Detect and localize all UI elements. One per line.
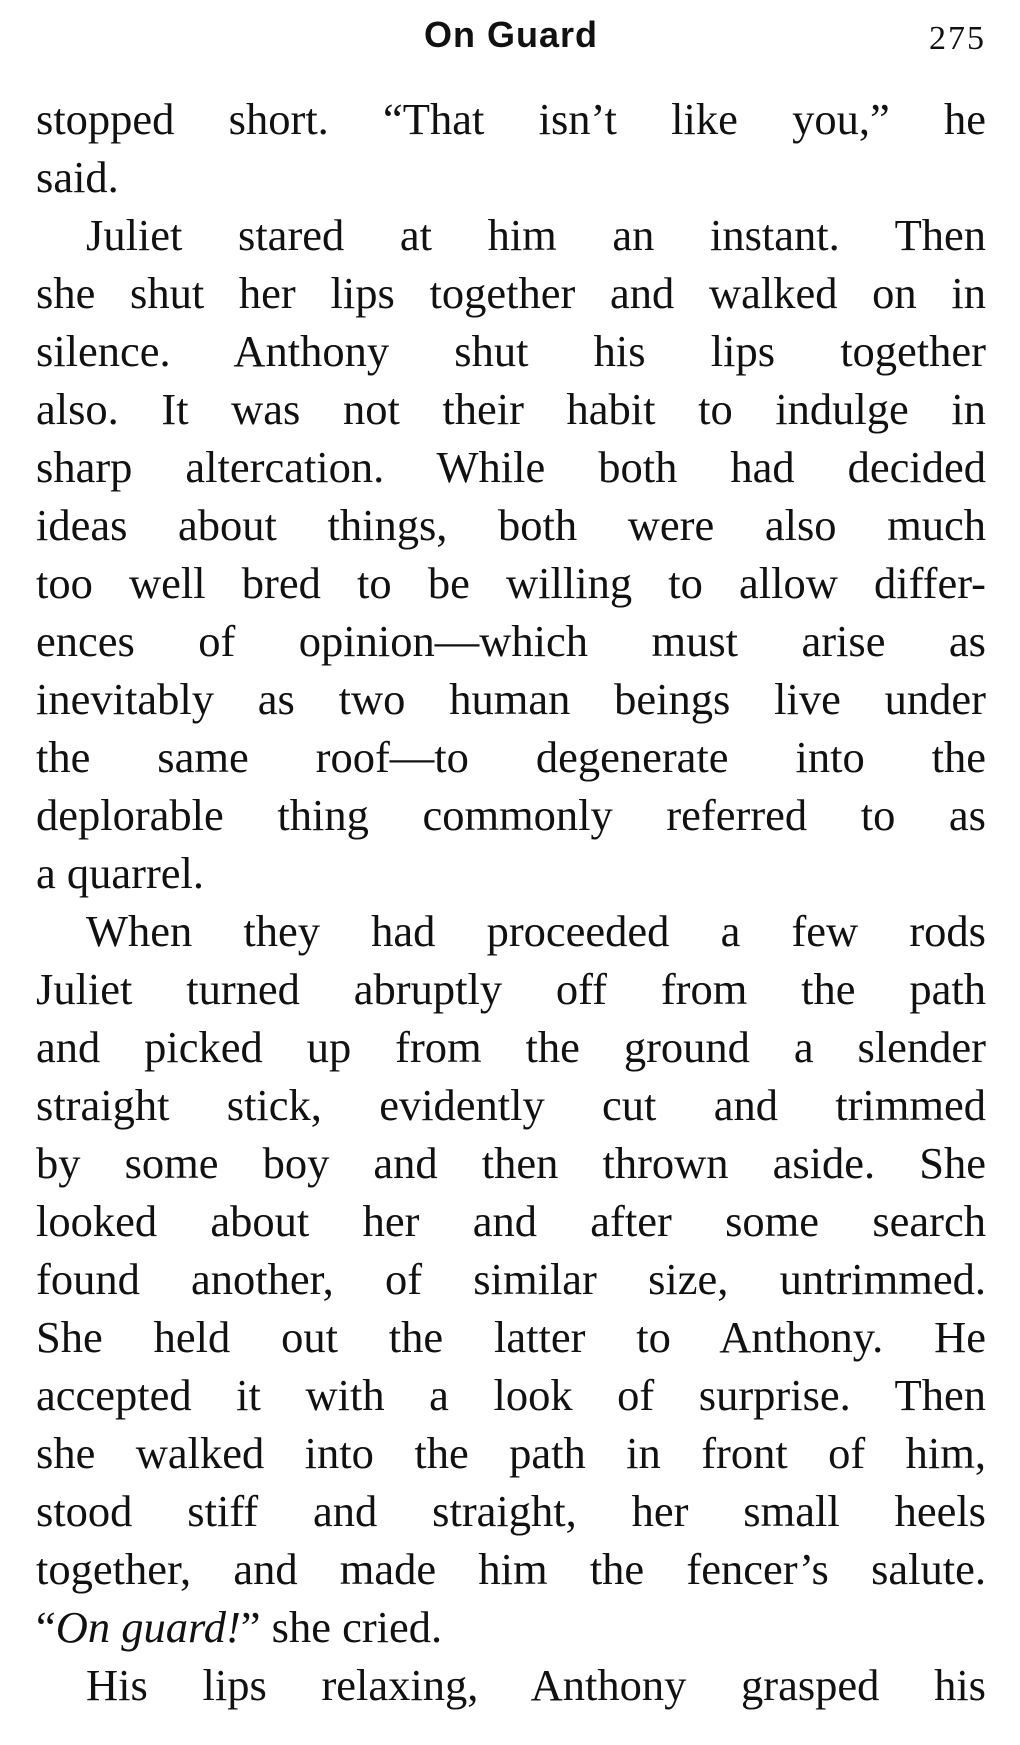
text-line: She held out the latter to Anthony. He: [36, 1312, 986, 1362]
text-line: also. It was not their habit to indulge in: [36, 384, 986, 434]
text-line: deplorable thing commonly referred to as: [36, 790, 986, 840]
text-line: His lips relaxing, Anthony grasped his: [86, 1660, 986, 1710]
text-line: ences of opinion—which must arise as: [36, 616, 986, 666]
text-line: straight stick, evidently cut and trimmed: [36, 1080, 986, 1130]
text-line: accepted it with a look of surprise. Then: [36, 1370, 986, 1420]
paragraph-2: [36, 206, 986, 902]
text-line-closing: [36, 1598, 986, 1656]
text-line: by some boy and then thrown aside. She: [36, 1138, 986, 1188]
page-number: 275: [929, 20, 986, 57]
text-line: too well bred to be willing to allow differ-: [36, 558, 986, 608]
text-line: stopped short. “That isn’t like you,” he: [36, 94, 986, 144]
text-line: she shut her lips together and walked on in: [36, 268, 986, 318]
text-line: said.: [36, 152, 119, 202]
text-line: silence. Anthony shut his lips together: [36, 326, 986, 376]
text-line: Juliet stared at him an instant. Then: [86, 210, 986, 260]
text-line: looked about her and after some search: [36, 1196, 986, 1246]
body-text: [36, 90, 986, 1714]
text-line: Juliet turned abruptly off from the path: [36, 964, 986, 1014]
text-line: inevitably as two human beings live under: [36, 674, 986, 724]
running-title: On Guard: [423, 14, 598, 55]
closing-rest: ” she cried.: [240, 1602, 443, 1652]
text-line: ideas about things, both were also much: [36, 500, 986, 550]
text-line: she walked into the path in front of him,: [36, 1428, 986, 1478]
text-line: and picked up from the ground a slender: [36, 1022, 986, 1072]
open-quote: “: [36, 1602, 56, 1652]
text-line: sharp altercation. While both had decided: [36, 442, 986, 492]
text-line: a quarrel.: [36, 848, 205, 898]
paragraph-1: [36, 90, 986, 206]
book-page: [36, 10, 986, 1714]
paragraph-4: [36, 1656, 986, 1714]
paragraph-3: [36, 902, 986, 1656]
text-line: together, and made him the fencer’s salute.: [36, 1544, 986, 1594]
text-line: When they had proceeded a few rods: [86, 906, 986, 956]
text-line: found another, of similar size, untrimmed.: [36, 1254, 986, 1304]
italic-phrase: On guard!: [55, 1602, 241, 1652]
text-line: the same roof—to degenerate into the: [36, 732, 986, 782]
running-head: [36, 10, 986, 60]
text-line: stood stiff and straight, her small heels: [36, 1486, 986, 1536]
